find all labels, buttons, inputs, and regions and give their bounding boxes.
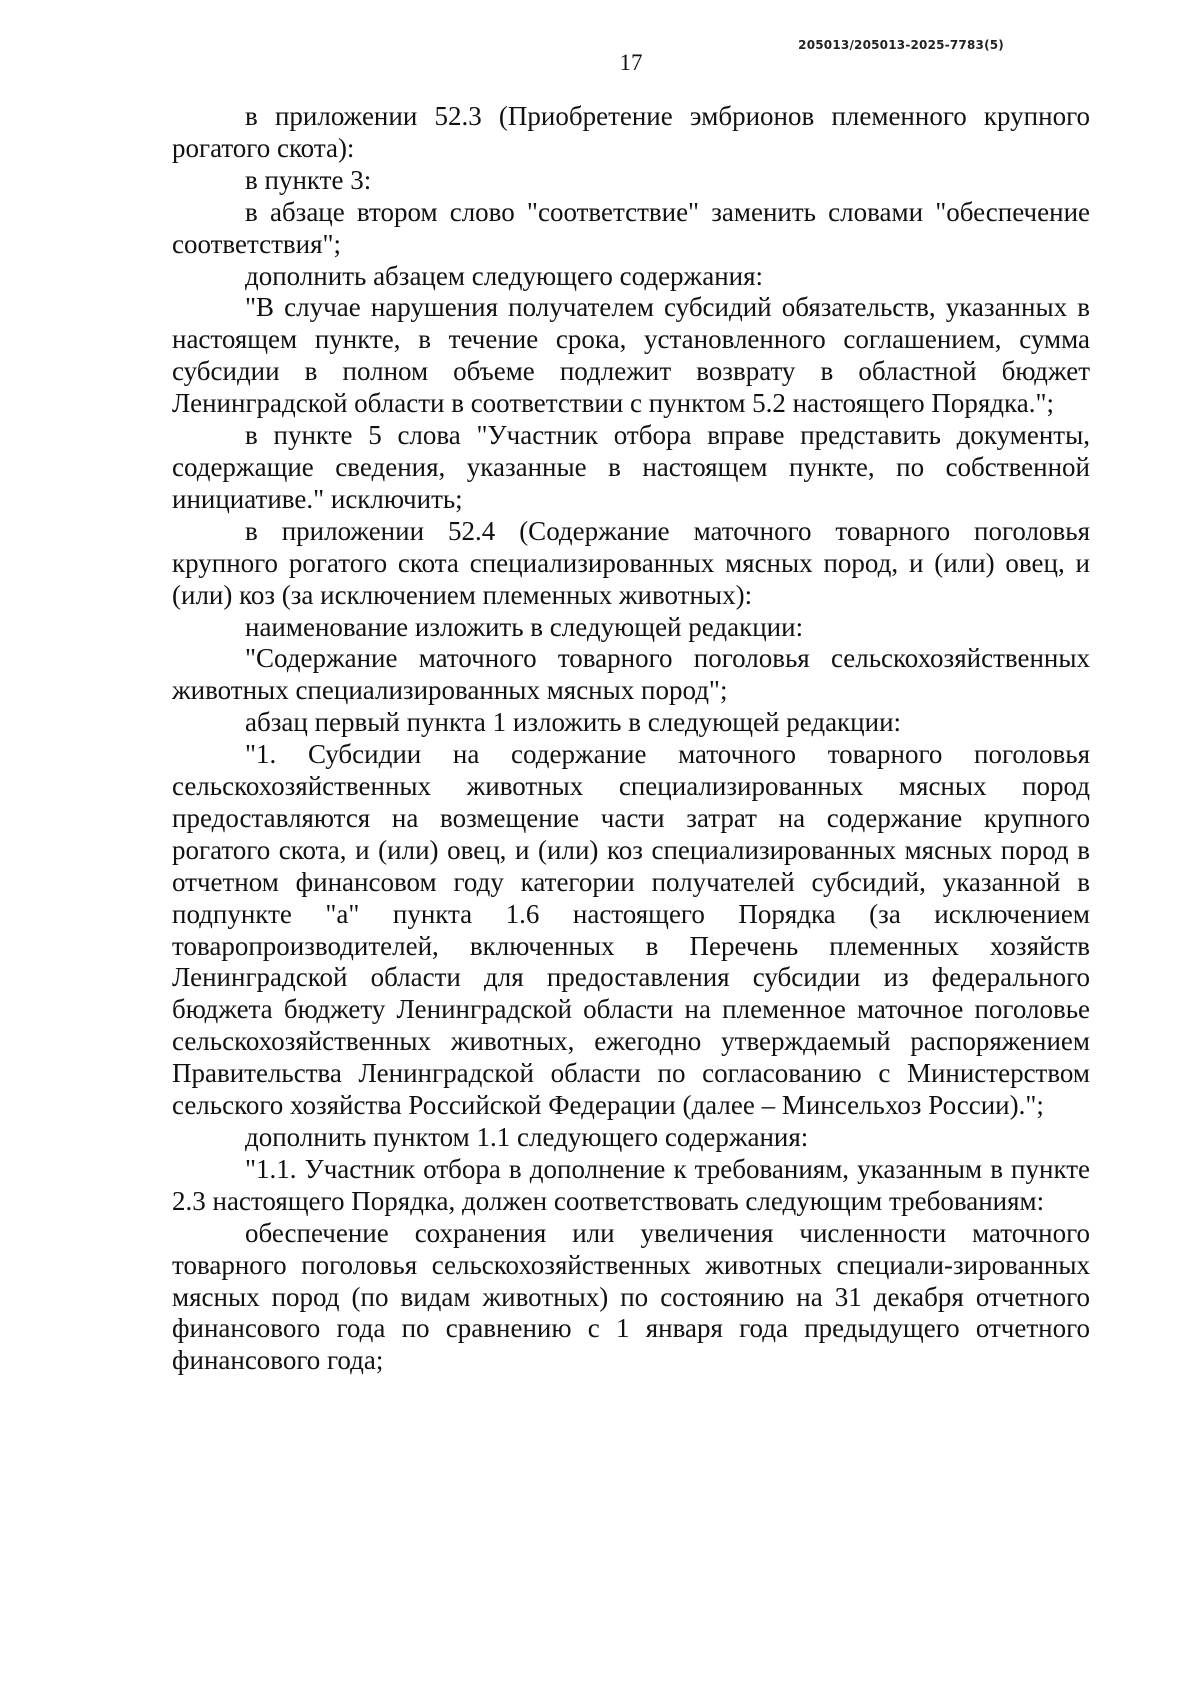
paragraph: в приложении 52.3 (Приобретение эмбрионов племенного крупного рогатого скота): <box>172 101 1090 163</box>
paragraph: обеспечение сохранения или увеличения численности маточного товарного поголовья сельскохозяйственных животных специали-зированных мясных пород (по видам животных) по состоянию на 31 декабря отчетного финансового года по сравнению с 1 января года предыдущего отчетного финансового года; <box>172 1217 1090 1376</box>
paragraph: в пункте 3: <box>245 164 372 195</box>
paragraph: в пункте 5 слова "Участник отбора вправе представить документы, содержащие сведения, указанные в настоящем пункте, по собственной инициативе." исключить; <box>172 420 1090 514</box>
paragraph: в приложении 52.4 (Содержание маточного товарного поголовья крупного рогатого скота специализированных мясных пород, и (или) овец, и (или) коз (за исключением племенных животных): <box>172 515 1090 610</box>
document-body <box>172 101 1090 1377</box>
paragraph: дополнить абзацем следующего содержания: <box>245 260 764 291</box>
paragraph: наименование изложить в следующей редакции: <box>245 611 804 642</box>
paragraph: в абзаце втором слово "соответствие" заменить словами "обеспечение соответствия"; <box>172 196 1090 259</box>
paragraph: "В случае нарушения получателем субсидий обязательств, указанных в настоящем пункте, в течение срока, установленного соглашением, сумма субсидии в полном объеме подлежит возврату в областной бюджет Ленинградской области в соответствии с пунктом 5.2 настоящего Порядка."; <box>172 292 1090 419</box>
paragraph: "1. Субсидии на содержание маточного товарного поголовья сельскохозяйственных животных специализированных мясных пород предоставляются на возмещение части затрат на содержание крупного рогатого скота, и (или) овец, и (или) коз специализированных мясных пород в отчетном финансовом году категории получателей субсидий, указанной в подпункте "а" пункта 1.6 настоящего Порядка (за исключением товаропроизводителей, включенных в Перечень племенных хозяйств Ленинградской области для предоставления субсидии из федерального бюджета бюджету Ленинградской области на племенное маточное поголовье сельскохозяйственных животных, ежегодно утверждаемый распоряжением Правительства Ленинградской области по согласованию с Министерством сельского хозяйства Российской Федерации (далее – Минсельхоз России)."; <box>172 739 1090 1121</box>
paragraph: "Содержание маточного товарного поголовья сельскохозяйственных животных специализированных мясных пород"; <box>172 643 1090 706</box>
paragraph: абзац первый пункта 1 изложить в следующей редакции: <box>245 707 902 738</box>
page-number: 17 <box>619 50 643 75</box>
paragraph: дополнить пунктом 1.1 следующего содержания: <box>245 1122 809 1152</box>
document-id: 205013/205013-2025-7783(5) <box>798 38 1004 52</box>
paragraph: "1.1. Участник отбора в дополнение к требованиям, указанным в пункте 2.3 настоящего Порядка, должен соответствовать следующим требованиям: <box>172 1153 1090 1216</box>
